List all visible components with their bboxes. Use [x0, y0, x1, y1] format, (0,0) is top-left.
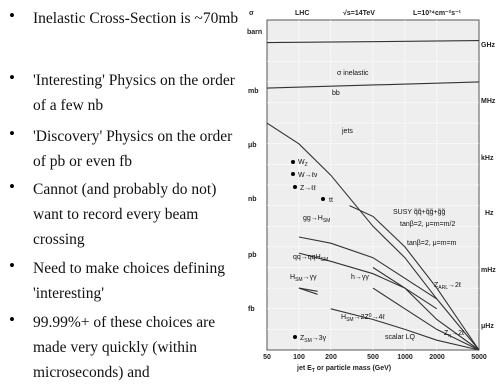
label-z-ll: Z→ℓℓ — [300, 185, 316, 192]
label-qq-qqh-sub: SM — [320, 257, 329, 263]
bullet-dot: • — [9, 256, 15, 275]
label-sigma-inelastic: σ inelastic — [337, 70, 369, 77]
label-hsm-4l-b: →2Z — [353, 314, 369, 321]
point-w-lnu — [291, 172, 295, 176]
label-zarl-rest: →2ℓ — [448, 282, 462, 289]
bullet-dot: • — [9, 68, 15, 87]
label-zeta-rest: →2ℓ — [451, 330, 465, 337]
label-tanb-1 — [400, 221, 455, 228]
label-scalar-lq: scalar LQ — [385, 334, 415, 341]
x-axis-title-rest: or particle mass (GeV) — [314, 365, 392, 372]
label-tanb-2-b: =m — [446, 240, 457, 247]
label-tanb-2-a: tanβ=2, μ=m — [407, 240, 447, 247]
label-hsm-gg-sub: SM — [295, 277, 303, 283]
rate-label-ghz: GHz — [481, 42, 495, 49]
label-hsm-gg-b: →γγ — [302, 274, 317, 281]
bullet-text: Cannot (and probably do not) want to record every beam crossing — [33, 181, 217, 248]
label-zsm-3g-b: →3γ — [311, 335, 327, 342]
y-axis-left-labels — [248, 88, 259, 313]
rate-label-khz: kHz — [481, 155, 494, 162]
bullet-text: 'Interesting' Physics on the order of a few nb — [33, 72, 235, 114]
x-axis-title — [296, 365, 391, 374]
x-tick: 1000 — [397, 354, 413, 361]
cross-section-figure — [245, 0, 500, 375]
y-label-fb: fb — [248, 306, 255, 313]
label-zarl-sub: ARL — [438, 285, 449, 291]
label-wz-main: W — [298, 159, 305, 166]
label-bb: bb — [332, 90, 340, 97]
cross-section-chart — [245, 0, 500, 375]
label-hsm-4l-sup: 0 — [368, 313, 372, 319]
bullet-list — [0, 0, 245, 381]
bullet-item — [9, 68, 241, 118]
label-hsm-4l-a: H — [341, 314, 347, 321]
label-hsm-gg-a: H — [290, 274, 296, 281]
bullet-dot: • — [9, 6, 15, 25]
x-tick: 2000 — [429, 354, 445, 361]
header-luminosity: L=10³⁴cm⁻²s⁻¹ — [413, 10, 462, 17]
bullet-text: 'Discovery' Physics on the order of pb or even fb — [33, 128, 233, 170]
rate-label-hz: Hz — [485, 210, 494, 217]
x-axis-ticks — [263, 354, 487, 361]
bullet-item — [9, 177, 241, 252]
label-tanb-1-a: tanβ=2, μ=m — [400, 221, 440, 228]
point-tt — [321, 197, 325, 201]
x-axis-title-main: jet E — [297, 365, 312, 372]
y-unit-barn: barn — [247, 29, 263, 36]
bullet-text: 99.99%+ of these choices are made very quickly (within microseconds) and — [33, 314, 216, 381]
sigma-symbol: σ — [249, 10, 254, 17]
label-wz-sub: Z — [304, 162, 308, 168]
label-tanb-1-c: /2 — [449, 221, 456, 228]
label-gg-h-sub: SM — [322, 218, 331, 224]
bullet-dot: • — [9, 124, 15, 143]
x-tick: 50 — [263, 354, 271, 361]
y-axis-right-labels — [481, 42, 496, 330]
label-tt: tt — [329, 197, 333, 204]
label-jets: jets — [342, 128, 353, 135]
label-hsm-4l-sub: SM — [346, 317, 354, 323]
x-tick: 5000 — [471, 354, 487, 361]
x-tick: 100 — [293, 354, 305, 361]
bullet-dot: • — [9, 310, 15, 329]
label-h-gg: h→γγ — [351, 274, 369, 281]
bullet-dot: • — [9, 177, 15, 196]
y-label-mb: mb — [248, 88, 259, 95]
y-label-ub: μb — [248, 142, 257, 149]
bullet-text: Need to make choices defining 'interesting' — [33, 260, 225, 302]
label-gg-h-main: gg→H — [303, 215, 323, 222]
label-zsm-3g-sub: SM — [304, 338, 312, 344]
label-zsm-3g-a: Z — [300, 335, 305, 342]
label-tanb-2 — [407, 240, 457, 247]
header-energy: √s=14TeV — [343, 10, 375, 17]
header-lhc: LHC — [295, 10, 310, 17]
label-tanb-1-b: =m — [439, 221, 450, 228]
x-tick: 500 — [367, 354, 379, 361]
point-z-ll — [293, 185, 297, 189]
y-label-nb: nb — [248, 196, 257, 203]
x-axis-title-sub: T — [311, 368, 315, 374]
label-hsm-4l-c: →4ℓ — [371, 314, 385, 321]
bullet-item — [9, 124, 241, 174]
label-susy: SUSY q̃q̃+q̃g̃+g̃g̃ — [393, 209, 446, 216]
bullet-text: Inelastic Cross-Section is ~70mb — [33, 10, 239, 27]
point-zsm-3g — [293, 335, 297, 339]
bullet-item — [9, 6, 241, 31]
x-tick: 200 — [325, 354, 337, 361]
point-wz — [291, 160, 295, 164]
rate-label-mhz-milli: mHz — [481, 267, 496, 274]
rate-label-uhz: μHz — [481, 323, 494, 330]
label-zeta-sub: η — [448, 333, 452, 339]
rate-label-mhz: MHz — [481, 98, 496, 105]
bullet-item — [9, 256, 241, 306]
label-zarl-a: Z — [434, 282, 439, 289]
label-qq-qqh-main: qq→qqH — [293, 254, 321, 261]
y-label-pb: pb — [248, 252, 257, 259]
label-w-lnu: W→ℓν — [298, 172, 318, 179]
bullet-item — [9, 310, 241, 385]
label-zeta-a: Z — [444, 330, 449, 337]
